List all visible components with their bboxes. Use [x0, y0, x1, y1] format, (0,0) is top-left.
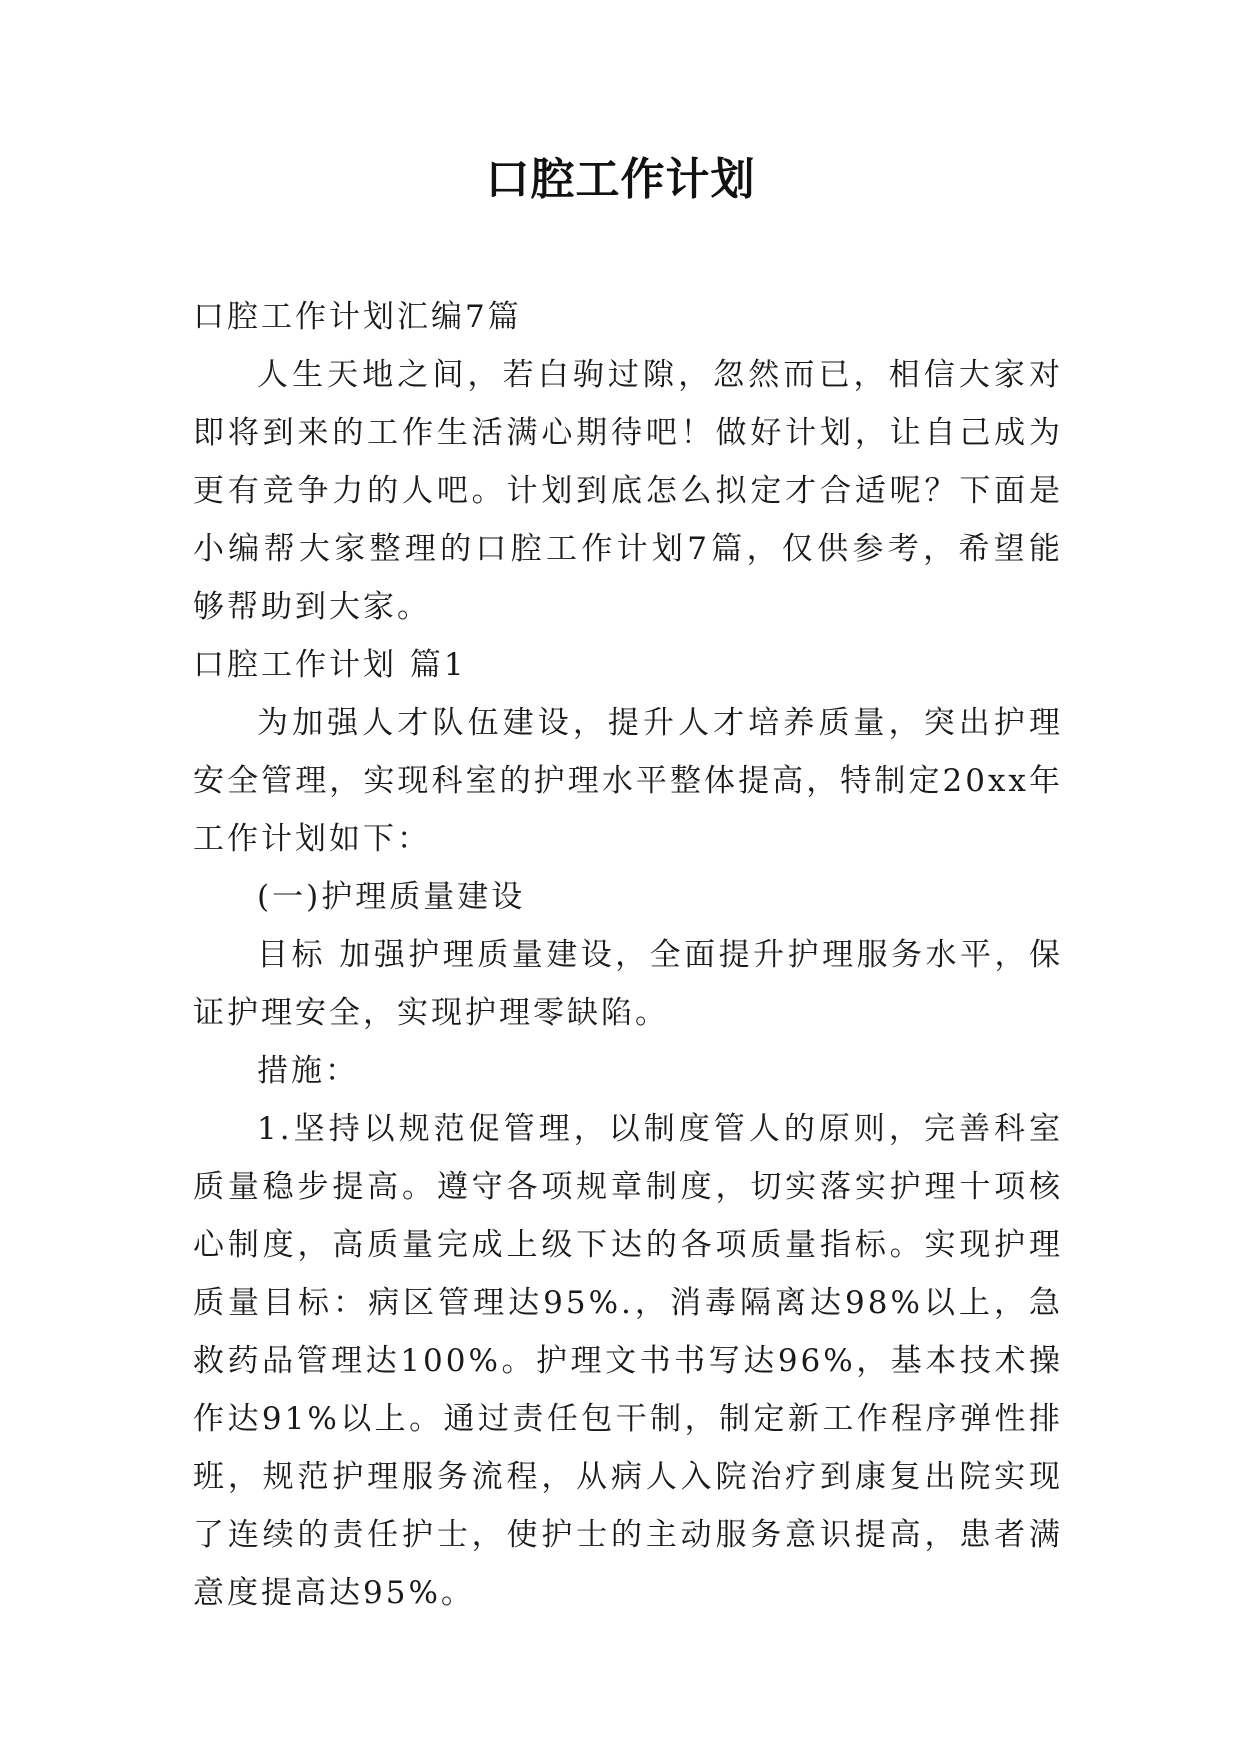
intro-paragraph: 人生天地之间，若白驹过隙，忽然而已，相信大家对即将到来的工作生活满心期待吧！做好计划，让自己成为更有竞争力的人吧。计划到底怎么拟定才合适呢？下面是小编帮大家整理的口腔工作计划7篇，仅供参考，希望能够帮助到大家。 [193, 357, 1063, 625]
measures-label: 措施： [257, 1053, 359, 1089]
document-body [193, 288, 1063, 1622]
heading-part-1: 口腔工作计划 篇1 [193, 647, 467, 683]
section-heading-quality: (一)护理质量建设 [257, 879, 526, 915]
heading-collection: 口腔工作计划汇编7篇 [193, 299, 522, 335]
document-title: 口腔工作计划 [485, 154, 756, 205]
measure-1-paragraph: 1.坚持以规范促管理，以制度管人的原则，完善科室质量稳步提高。遵守各项规章制度，切实落实护理十项核心制度，高质量完成上级下达的各项质量指标。实现护理质量目标：病区管理达95%.，消毒隔离达98%以上，急救药品管理达100%。护理文书书写达96%，基本技术操作达91%以上。通过责任包干制，制定新工作程序弹性排班，规范护理服务流程，从病人入院治疗到康复出院实现了连续的责任护士，使护士的主动服务意识提高，患者满意度提高达95%。 [193, 1111, 1063, 1611]
part-1-intro-paragraph: 为加强人才队伍建设，提升人才培养质量，突出护理安全管理，实现科室的护理水平整体提高，特制定20xx年工作计划如下： [193, 705, 1063, 857]
goal-paragraph: 目标 加强护理质量建设，全面提升护理服务水平，保证护理安全，实现护理零缺陷。 [193, 937, 1063, 1031]
